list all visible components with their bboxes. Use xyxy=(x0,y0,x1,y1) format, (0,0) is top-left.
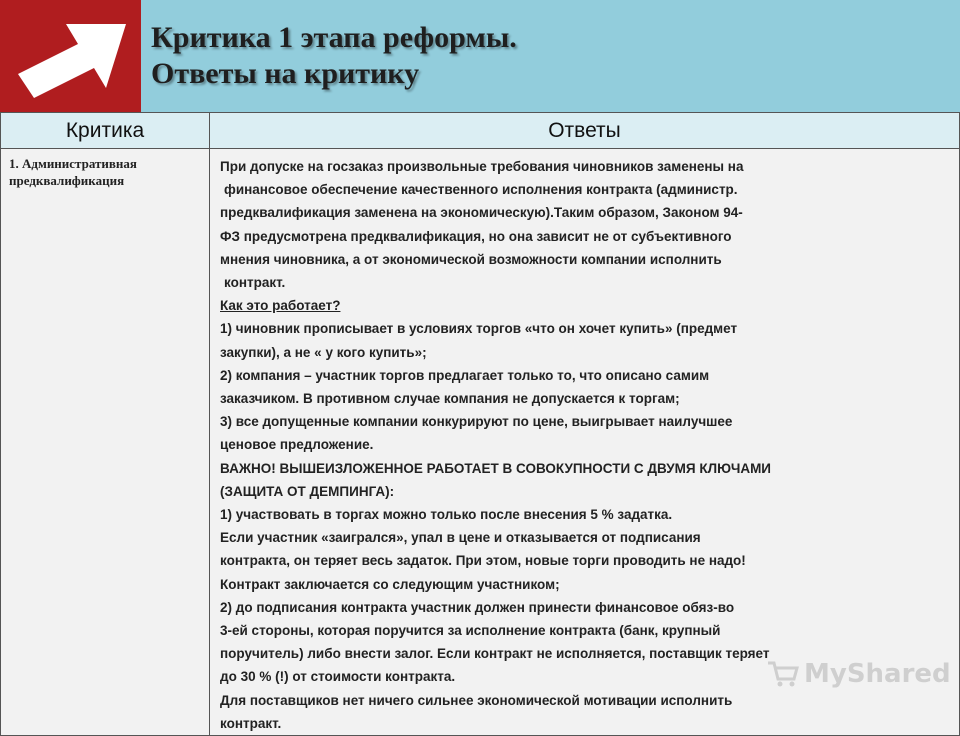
answer-line: поручитель) либо внести залог. Если контракт не исполняется, поставщик теряет xyxy=(220,646,770,662)
arrow-right-icon xyxy=(12,10,130,102)
answer-line: заказчиком. В противном случае компания не допускается к торгам; xyxy=(220,391,680,407)
answer-line: Контракт заключается со следующим участником; xyxy=(220,576,560,592)
logo-arrow-box xyxy=(0,0,141,112)
answer-subheading: Как это работает? xyxy=(220,298,341,314)
answer-line: При допуске на госзаказ произвольные требования чиновников заменены на xyxy=(220,159,744,174)
answer-line: предквалификация заменена на экономическую).Таким образом, Законом 94- xyxy=(220,205,743,221)
criticism-cell: 1. Административная предквалификация xyxy=(1,149,210,736)
answer-line: 1) чиновник прописывает в условиях торгов «что он хочет купить» (предмет xyxy=(220,321,738,337)
column-header-answers: Ответы xyxy=(210,113,960,149)
answer-line: 1) участвовать в торгах можно только после внесения 5 % задатка. xyxy=(220,507,673,523)
answer-important: ВАЖНО! ВЫШЕИЗЛОЖЕННОЕ РАБОТАЕТ В СОВОКУПНОСТИ С ДВУМЯ КЛЮЧАМИ xyxy=(220,460,772,476)
answer-line: закупки), а не « у кого купить»; xyxy=(220,344,427,360)
answer-line: мнения чиновника, а от экономической возможности компании исполнить xyxy=(220,251,722,267)
answer-line: финансовое обеспечение качественного исполнения контракта (администр. xyxy=(224,182,738,198)
answer-line: контракт. xyxy=(220,715,282,731)
watermark-text: MyShared xyxy=(804,659,951,689)
slide-header xyxy=(141,0,960,112)
answer-line: 2) компания – участник торгов предлагает только то, что описано самим xyxy=(220,367,710,383)
answer-line: 3) все допущенные компании конкурируют по цене, выигрывает наилучшее xyxy=(220,414,733,430)
answer-important: (ЗАЩИТА ОТ ДЕМПИНГА): xyxy=(220,483,395,499)
title-line-2: Ответы на критику xyxy=(151,57,420,90)
answer-line: контракта, он теряет весь задаток. При этом, новые торги проводить не надо! xyxy=(220,553,746,569)
page-title xyxy=(151,20,517,92)
table-row xyxy=(1,149,960,736)
answer-line: до 30 % (!) от стоимости контракта. xyxy=(220,669,456,685)
answer-line: ценовое предложение. xyxy=(220,437,374,453)
answer-line: контракт. xyxy=(224,275,286,291)
answer-line: 2) до подписания контракта участник должен принести финансовое обяз-во xyxy=(220,599,735,615)
answer-line: 3-ей стороны, которая поручится за исполнение контракта (банк, крупный xyxy=(220,623,721,639)
table-header-row xyxy=(1,113,960,149)
answer-line: Если участник «заигрался», упал в цене и отказывается от подписания xyxy=(220,530,701,546)
answers-cell xyxy=(210,149,960,736)
criticism-answers-table xyxy=(0,112,960,736)
answer-line: Для поставщиков нет ничего сильнее экономической мотивации исполнить xyxy=(220,692,733,708)
title-line-1: Критика 1 этапа реформы. xyxy=(151,21,517,54)
column-header-criticism: Критика xyxy=(1,113,210,149)
answer-line: ФЗ предусмотрена предквалификация, но она зависит не от субъективного xyxy=(220,228,732,244)
